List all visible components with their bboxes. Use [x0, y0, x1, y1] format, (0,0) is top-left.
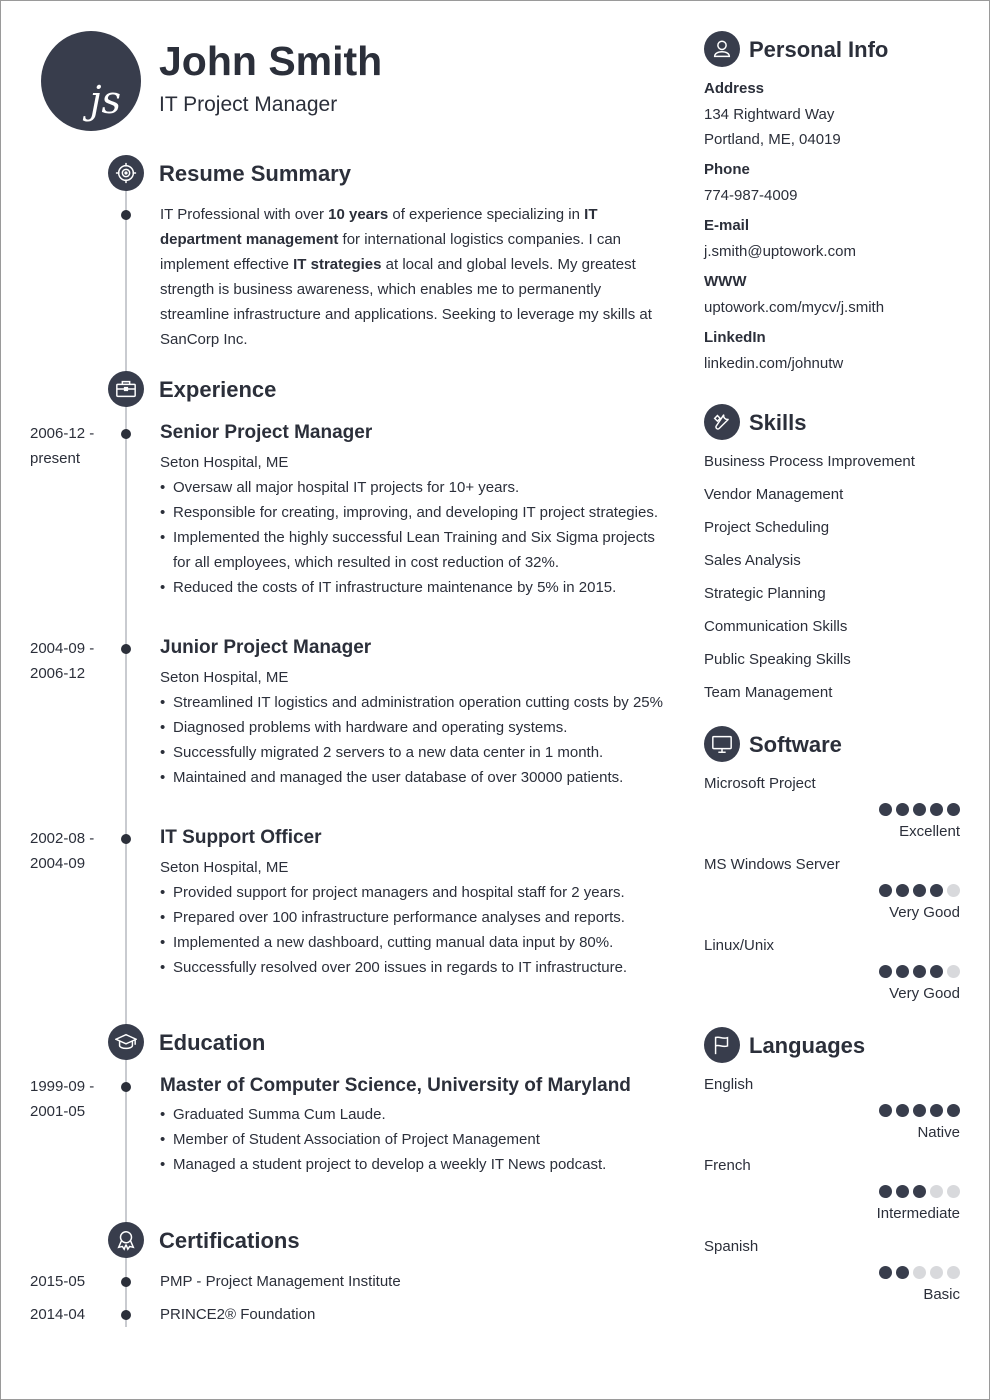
job-bullet: • Oversaw all major hospital IT projects for 10+ years.	[160, 475, 670, 500]
software-name: Linux/Unix	[704, 937, 775, 954]
job-date-start: 2002-08 -	[30, 830, 95, 847]
software-rating-label: Very Good	[889, 985, 960, 1002]
summary-text	[160, 202, 670, 352]
job-bullet: • Reduced the costs of IT infrastructure maintenance by 5% in 2015.	[160, 575, 670, 600]
education-bullet: • Managed a student project to develop a weekly IT News podcast.	[160, 1152, 675, 1177]
skill-item: Strategic Planning	[704, 585, 826, 602]
job-date	[30, 421, 110, 471]
software-rating-label: Excellent	[899, 823, 960, 840]
software-rating-label: Very Good	[889, 904, 960, 921]
address-line: Portland, ME, 04019	[704, 131, 841, 148]
timeline-dot	[121, 210, 131, 220]
job-bullets	[160, 475, 670, 600]
job-date-start: 2004-09 -	[30, 640, 95, 657]
rating-dot-filled	[913, 803, 926, 816]
timeline-dot	[121, 1277, 131, 1287]
language-rating-label: Basic	[923, 1286, 960, 1303]
timeline-dot	[121, 644, 131, 654]
rating-dot-filled	[930, 803, 943, 816]
job-title: Senior Project Manager	[160, 422, 373, 443]
summary-highlight: IT strategies	[293, 256, 382, 273]
job-org: Seton Hospital, ME	[160, 454, 289, 471]
job-bullet: • Diagnosed problems with hardware and operating systems.	[160, 715, 675, 740]
monitor-icon	[704, 726, 740, 762]
timeline-line	[125, 173, 127, 1327]
rating-dot-filled	[947, 803, 960, 816]
language-name: French	[704, 1157, 751, 1174]
section-title-personal-info: Personal Info	[749, 37, 889, 62]
avatar	[41, 31, 141, 131]
rating-dot-empty	[913, 1266, 926, 1279]
www-link[interactable]: uptowork.com/mycv/j.smith	[704, 299, 885, 316]
job-bullet: • Responsible for creating, improving, and developing IT project strategies.	[160, 500, 670, 525]
summary-highlight: IT department management	[160, 206, 598, 248]
flag-icon	[704, 1027, 740, 1063]
job-date	[30, 636, 110, 686]
briefcase-icon	[108, 371, 144, 407]
job-entry	[160, 826, 670, 980]
language-rating	[704, 1104, 960, 1117]
rating-dot-filled	[913, 1185, 926, 1198]
section-title-software: Software	[749, 732, 842, 757]
job-bullet: • Implemented the highly successful Lean Training and Six Sigma projects for all employees, which resulted in cost reduction of 32%.	[160, 525, 670, 575]
avatar-initials: js	[89, 78, 121, 122]
rating-dot-filled	[930, 965, 943, 978]
summary-highlight: 10 years	[328, 206, 389, 223]
summary-run: at local and global levels. My greatest strength is business awareness, which enables me to permanently streamline infrastructure and applications. Seeking to leverage my skills at SanCorp Inc.	[160, 256, 652, 348]
phone-label: Phone	[704, 161, 750, 178]
rating-dot-filled	[879, 1104, 892, 1117]
job-bullet: • Maintained and managed the user database of over 30000 patients.	[160, 765, 675, 790]
rating-dot-empty	[947, 1185, 960, 1198]
section-title-experience: Experience	[159, 377, 277, 402]
job-bullet: • Successfully resolved over 200 issues in regards to IT infrastructure.	[160, 955, 670, 980]
address-label: Address	[704, 80, 765, 97]
linkedin-link[interactable]: linkedin.com/johnutw	[704, 355, 844, 372]
language-rating-label: Intermediate	[876, 1205, 960, 1222]
cert-name: PRINCE2® Foundation	[160, 1306, 316, 1323]
tools-icon	[704, 404, 740, 440]
rating-dot-filled	[896, 1266, 909, 1279]
graduation-cap-icon	[108, 1024, 144, 1060]
job-date-end: 2006-12	[30, 665, 86, 682]
language-rating	[704, 1185, 960, 1198]
rating-dot-empty	[930, 1185, 943, 1198]
section-title-certifications: Certifications	[159, 1228, 300, 1253]
skill-item: Project Scheduling	[704, 519, 830, 536]
rating-dot-filled	[913, 884, 926, 897]
summary-run: IT Professional with over	[160, 206, 329, 223]
job-org: Seton Hospital, ME	[160, 669, 289, 686]
target-icon	[108, 155, 144, 191]
job-entry	[160, 421, 670, 600]
rating-dot-filled	[879, 803, 892, 816]
rating-dot-empty	[947, 1266, 960, 1279]
summary-run: of experience specializing in	[388, 206, 585, 223]
education-bullet: • Member of Student Association of Project Management	[160, 1127, 675, 1152]
email-value[interactable]: j.smith@uptowork.com	[704, 243, 856, 260]
rating-dot-filled	[879, 1185, 892, 1198]
timeline-dot	[121, 429, 131, 439]
job-date-end: present	[30, 450, 81, 467]
job-bullets	[160, 880, 670, 980]
job-title: Junior Project Manager	[160, 637, 372, 658]
language-name: Spanish	[704, 1238, 759, 1255]
job-title: IT Support Officer	[160, 827, 322, 848]
language-rating-label: Native	[917, 1124, 960, 1141]
software-rating	[704, 884, 960, 897]
phone-value: 774-987-4009	[704, 187, 798, 204]
rating-dot-filled	[896, 1104, 909, 1117]
job-date	[30, 826, 110, 876]
rating-dot-filled	[879, 1266, 892, 1279]
job-org: Seton Hospital, ME	[160, 859, 289, 876]
job-bullet: • Successfully migrated 2 servers to a new data center in 1 month.	[160, 740, 675, 765]
section-title-summary: Resume Summary	[159, 161, 351, 186]
job-date-start: 2006-12 -	[30, 425, 95, 442]
skill-item: Sales Analysis	[704, 552, 801, 569]
rating-dot-filled	[896, 965, 909, 978]
section-title-skills: Skills	[749, 410, 807, 435]
cert-name: PMP - Project Management Institute	[160, 1273, 401, 1290]
rating-dot-filled	[930, 1104, 943, 1117]
job-bullet: • Prepared over 100 infrastructure performance analyses and reports.	[160, 905, 670, 930]
skill-item: Communication Skills	[704, 618, 848, 635]
language-rating	[704, 1266, 960, 1279]
rating-dot-empty	[947, 884, 960, 897]
timeline-dot	[121, 834, 131, 844]
rating-dot-filled	[879, 884, 892, 897]
personal-info-list	[704, 79, 964, 376]
section-title-education: Education	[159, 1030, 266, 1055]
candidate-job-title: IT Project Manager	[159, 93, 338, 116]
software-name: MS Windows Server	[704, 856, 840, 873]
award-ribbon-icon	[108, 1222, 144, 1258]
education-date-start: 1999-09 -	[30, 1078, 95, 1095]
summary-run: for international logistics companies. I can implement effective	[160, 231, 622, 273]
section-title-languages: Languages	[749, 1033, 866, 1058]
rating-dot-filled	[930, 884, 943, 897]
language-name: English	[704, 1076, 754, 1093]
candidate-name: John Smith	[159, 38, 383, 84]
email-label: E-mail	[704, 217, 750, 234]
rating-dot-filled	[879, 965, 892, 978]
timeline-dot	[121, 1082, 131, 1092]
software-rating	[704, 803, 960, 816]
rating-dot-filled	[896, 803, 909, 816]
education-bullet: • Graduated Summa Cum Laude.	[160, 1102, 675, 1127]
address-line: 134 Rightward Way	[704, 106, 835, 123]
rating-dot-empty	[947, 965, 960, 978]
rating-dot-filled	[947, 1104, 960, 1117]
rating-dot-filled	[896, 1185, 909, 1198]
cert-date: 2015-05	[30, 1273, 86, 1290]
rating-dot-filled	[896, 884, 909, 897]
user-icon	[704, 31, 740, 67]
cert-date: 2014-04	[30, 1306, 86, 1323]
skill-item: Public Speaking Skills	[704, 651, 851, 668]
linkedin-label: LinkedIn	[704, 329, 766, 346]
job-entry	[160, 636, 675, 790]
education-date	[30, 1074, 110, 1124]
software-rating	[704, 965, 960, 978]
rating-dot-empty	[930, 1266, 943, 1279]
job-bullet: • Streamlined IT logistics and administration operation cutting costs by 25%	[160, 690, 675, 715]
rating-dot-filled	[913, 965, 926, 978]
education-bullets	[160, 1102, 675, 1177]
timeline-dot	[121, 1310, 131, 1320]
job-bullet: • Implemented a new dashboard, cutting manual data input by 80%.	[160, 930, 670, 955]
skill-item: Business Process Improvement	[704, 453, 915, 470]
www-label: WWW	[704, 273, 747, 290]
software-name: Microsoft Project	[704, 775, 816, 792]
skill-item: Team Management	[704, 684, 833, 701]
education-entry	[160, 1074, 675, 1177]
education-date-end: 2001-05	[30, 1103, 86, 1120]
job-date-end: 2004-09	[30, 855, 86, 872]
skill-item: Vendor Management	[704, 486, 844, 503]
rating-dot-filled	[913, 1104, 926, 1117]
degree-title: Master of Computer Science, University of Maryland	[160, 1075, 631, 1096]
job-bullet: • Provided support for project managers and hospital staff for 2 years.	[160, 880, 670, 905]
job-bullets	[160, 690, 675, 790]
